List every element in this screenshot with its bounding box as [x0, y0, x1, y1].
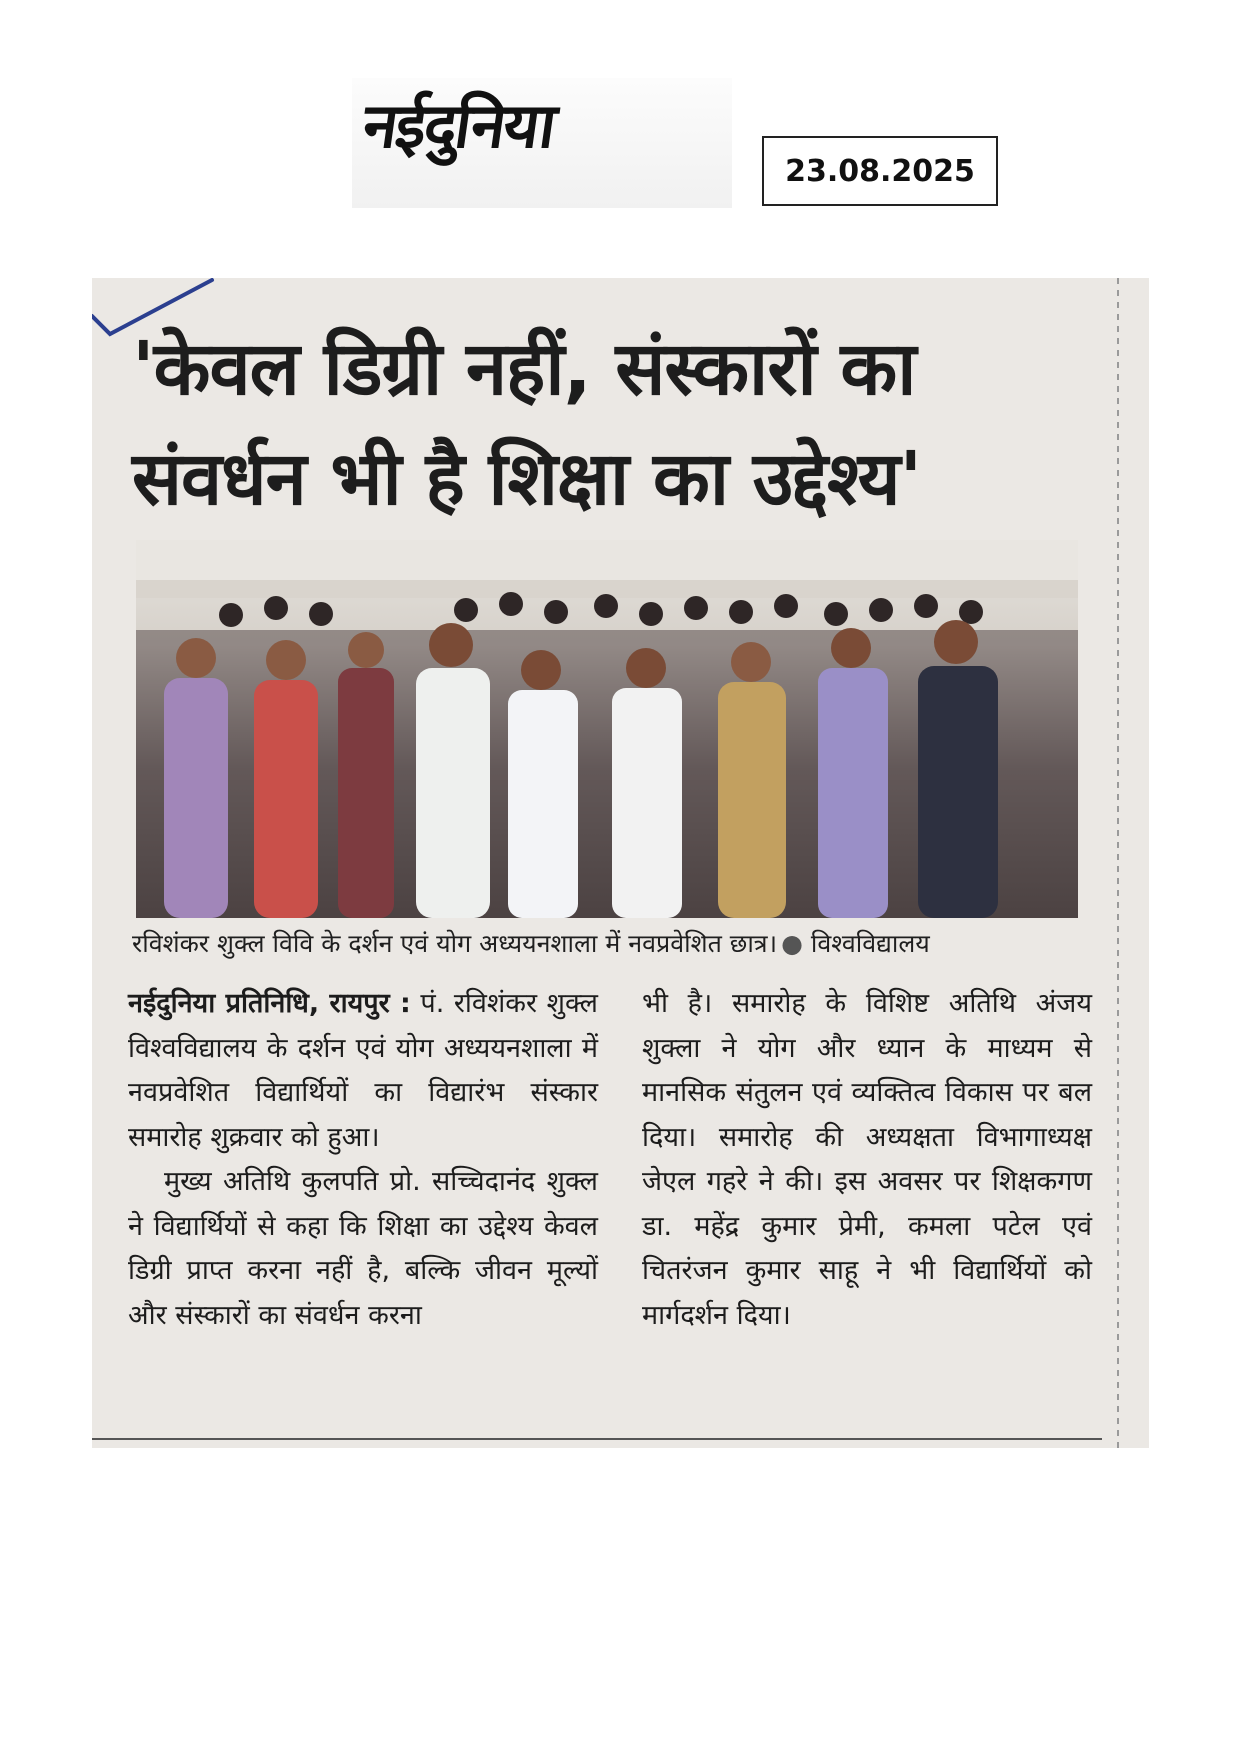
article-column-left [128, 982, 598, 1338]
dateline: नईदुनिया प्रतिनिधि, रायपुर : [128, 988, 411, 1019]
masthead-logo: नईदुनिया [358, 89, 560, 162]
photo-caption [132, 924, 1092, 964]
masthead [352, 78, 732, 208]
headline [132, 314, 1112, 534]
group-photo-illustration [136, 540, 1078, 918]
headline-line-1: 'केवल डिग्री नहीं, संस्कारों का [132, 326, 916, 412]
paragraph-1-text: पं. रविशंकर शुक्ल विश्वविद्यालय के दर्शन एवं योग अध्ययनशाला में नवप्रवेशित विद्यार्थियों का विद्यारंभ संस्कार समारोह शुक्रवार को हुआ। [128, 988, 598, 1153]
group-photo [136, 540, 1078, 918]
newspaper-clipping [92, 278, 1149, 1448]
caption-text: रविशंकर शुक्ल विवि के दर्शन एवं योग अध्ययनशाला में नवप्रवेशित छात्र। [132, 929, 778, 958]
bottom-rule [92, 1438, 1102, 1440]
article-paragraph-2: मुख्य अतिथि कुलपति प्रो. सच्चिदानंद शुक्ल ने विद्यार्थियों से कहा कि शिक्षा का उद्देश्य केवल डिग्री प्राप्त करना नहीं है, बल्कि जीवन मूल्यों और संस्कारों का संवर्धन करना [128, 1166, 598, 1331]
article-paragraph-1 [128, 982, 598, 1160]
caption-credit: विश्वविद्यालय [810, 929, 930, 958]
date-box: 23.08.2025 [762, 136, 998, 206]
article-column-right [642, 982, 1092, 1338]
credit-bullet-icon: ● [781, 929, 803, 958]
headline-line-2: संवर्धन भी है शिक्षा का उद्देश्य' [132, 436, 922, 522]
article-paragraph-3: भी है। समारोह के विशिष्ट अतिथि अंजय शुक्ला ने योग और ध्यान के माध्यम से मानसिक संतुलन एवं व्यक्तित्व विकास पर बल दिया। समारोह की अध्यक्षता विभागाध्यक्ष जेएल गहरे ने की। इस अवसर पर शिक्षकगण डा. महेंद्र कुमार प्रेमी, कमला पटेल एवं चितरंजन कुमार साहू ने भी विद्यार्थियों को मार्गदर्शन दिया। [642, 988, 1092, 1331]
